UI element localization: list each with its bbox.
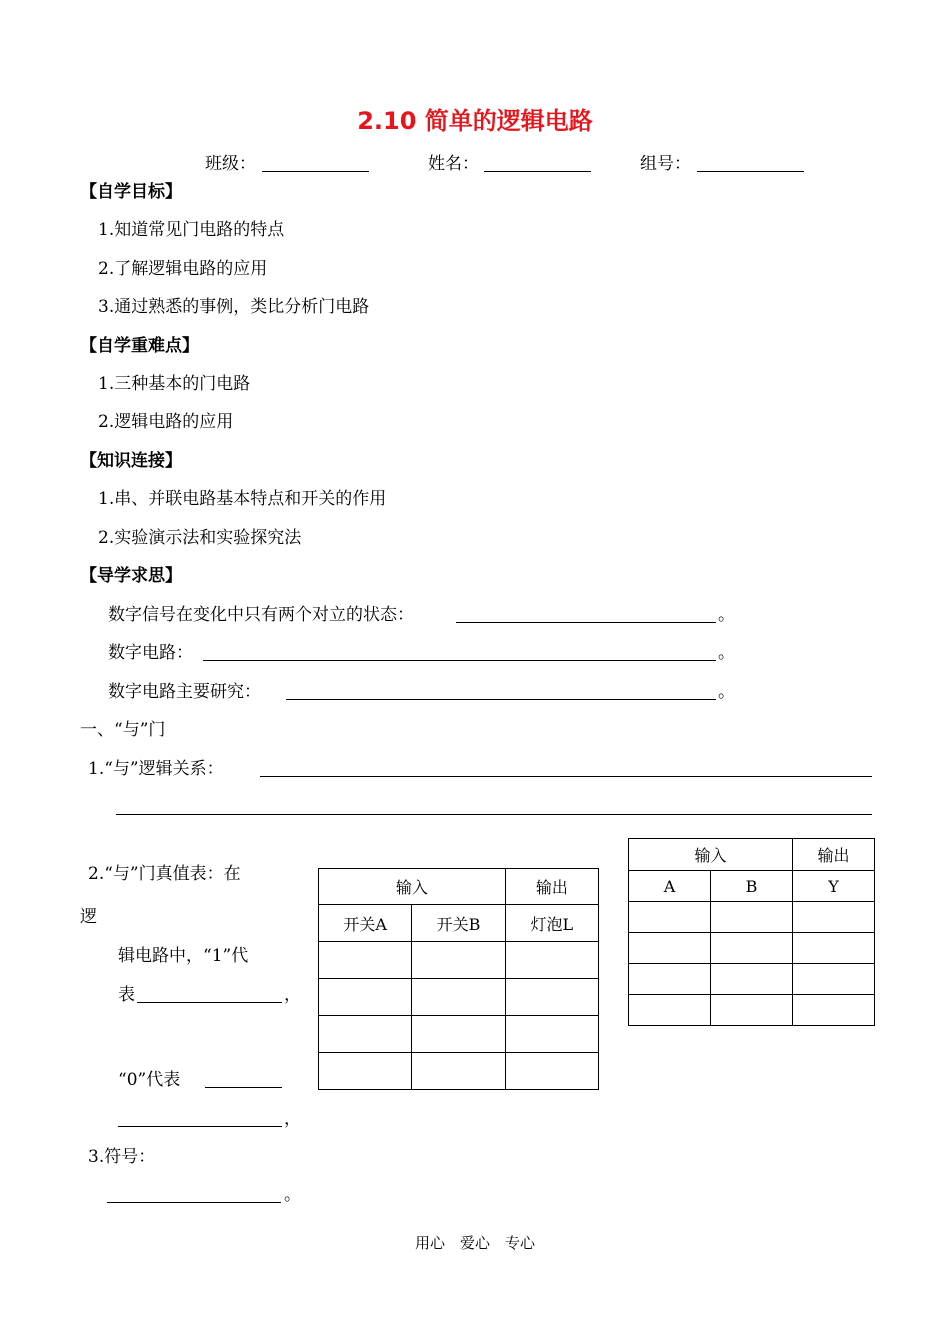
table-cell[interactable] <box>629 933 711 964</box>
table-cell[interactable] <box>505 942 598 979</box>
name-field[interactable] <box>484 171 591 172</box>
goal-item: 1.知道常见门电路的特点 <box>98 220 285 240</box>
table-cell[interactable] <box>412 1053 505 1090</box>
table-cell[interactable] <box>792 995 874 1026</box>
page-title: 2.10 简单的逻辑电路 <box>357 107 593 135</box>
table-cell[interactable] <box>319 979 412 1016</box>
table-cell[interactable] <box>629 964 711 995</box>
header-output: 输出 <box>792 839 874 871</box>
period: 。 <box>718 682 735 702</box>
group-label: 组号： <box>640 154 691 174</box>
table-cell[interactable] <box>412 1016 505 1053</box>
guide-question-3: 数字电路主要研究： <box>108 682 261 702</box>
guide-question-1: 数字信号在变化中只有两个对立的状态： <box>108 605 414 625</box>
header-output: 输出 <box>505 869 598 905</box>
and-gate-heading: 一、“与”门 <box>80 720 166 740</box>
period: 。 <box>718 605 735 625</box>
goal-item: 2.了解逻辑电路的应用 <box>98 259 268 279</box>
col-header: 开关A <box>319 905 412 942</box>
group-field[interactable] <box>697 171 804 172</box>
guide-answer-2[interactable] <box>203 660 716 661</box>
table-cell[interactable] <box>412 979 505 1016</box>
key-points-heading: 【自学重难点】 <box>80 336 199 356</box>
goals-heading: 【自学目标】 <box>80 182 182 202</box>
class-field[interactable] <box>262 171 369 172</box>
guide-answer-1[interactable] <box>456 622 716 623</box>
guide-heading: 【导学求思】 <box>80 566 182 586</box>
symbol-label: 3.符号： <box>88 1147 156 1167</box>
table-cell[interactable] <box>505 1016 598 1053</box>
name-label: 姓名： <box>428 154 479 174</box>
col-header: 开关B <box>412 905 505 942</box>
table-cell[interactable] <box>710 902 792 933</box>
footer-motto: 用心 爱心 专心 <box>414 1234 535 1252</box>
comma: ， <box>284 1109 301 1129</box>
truth-table-prompt-cont: 辑电路中，“1”代 <box>118 946 249 966</box>
goal-item: 3.通过熟悉的事例，类比分析门电路 <box>98 297 370 317</box>
table-cell[interactable] <box>710 995 792 1026</box>
truth-table-switch <box>318 868 599 1090</box>
guide-answer-3[interactable] <box>286 699 716 700</box>
knowledge-item: 1.串、并联电路基本特点和开关的作用 <box>98 489 387 509</box>
knowledge-heading: 【知识连接】 <box>80 451 182 471</box>
table-cell[interactable] <box>710 933 792 964</box>
table-cell[interactable] <box>792 933 874 964</box>
one-represents-label: 表 <box>118 985 135 1005</box>
key-point-item: 2.逻辑电路的应用 <box>98 412 234 432</box>
table-cell[interactable] <box>505 979 598 1016</box>
zero-represents-field-2[interactable] <box>118 1126 282 1127</box>
col-header: Y <box>792 871 874 902</box>
table-cell[interactable] <box>792 902 874 933</box>
table-cell[interactable] <box>792 964 874 995</box>
one-represents-field[interactable] <box>137 1002 282 1003</box>
class-label: 班级： <box>205 154 256 174</box>
table-cell[interactable] <box>710 964 792 995</box>
table-cell[interactable] <box>319 942 412 979</box>
key-point-item: 1.三种基本的门电路 <box>98 374 251 394</box>
period: 。 <box>284 1185 301 1205</box>
comma: ， <box>284 985 301 1005</box>
col-header: A <box>629 871 711 902</box>
zero-represents-label: “0”代表 <box>118 1070 181 1090</box>
zero-represents-field[interactable] <box>205 1087 282 1088</box>
table-cell[interactable] <box>412 942 505 979</box>
table-cell[interactable] <box>319 1016 412 1053</box>
knowledge-item: 2.实验演示法和实验探究法 <box>98 528 302 548</box>
truth-table-prompt-cont: 逻 <box>80 907 97 927</box>
table-cell[interactable] <box>505 1053 598 1090</box>
and-logic-answer-line-1[interactable] <box>260 776 872 777</box>
col-header: 灯泡L <box>505 905 598 942</box>
guide-question-2: 数字电路： <box>108 643 193 663</box>
header-input: 输入 <box>629 839 793 871</box>
header-input: 输入 <box>319 869 506 905</box>
table-cell[interactable] <box>629 902 711 933</box>
and-logic-answer-line-2[interactable] <box>116 814 872 815</box>
truth-table-prompt: 2.“与”门真值表：在 <box>88 864 241 884</box>
truth-table-abY <box>628 838 875 1026</box>
and-logic-label: 1.“与”逻辑关系： <box>88 759 224 779</box>
col-header: B <box>710 871 792 902</box>
table-cell[interactable] <box>629 995 711 1026</box>
symbol-field[interactable] <box>107 1202 281 1203</box>
table-cell[interactable] <box>319 1053 412 1090</box>
period: 。 <box>718 643 735 663</box>
